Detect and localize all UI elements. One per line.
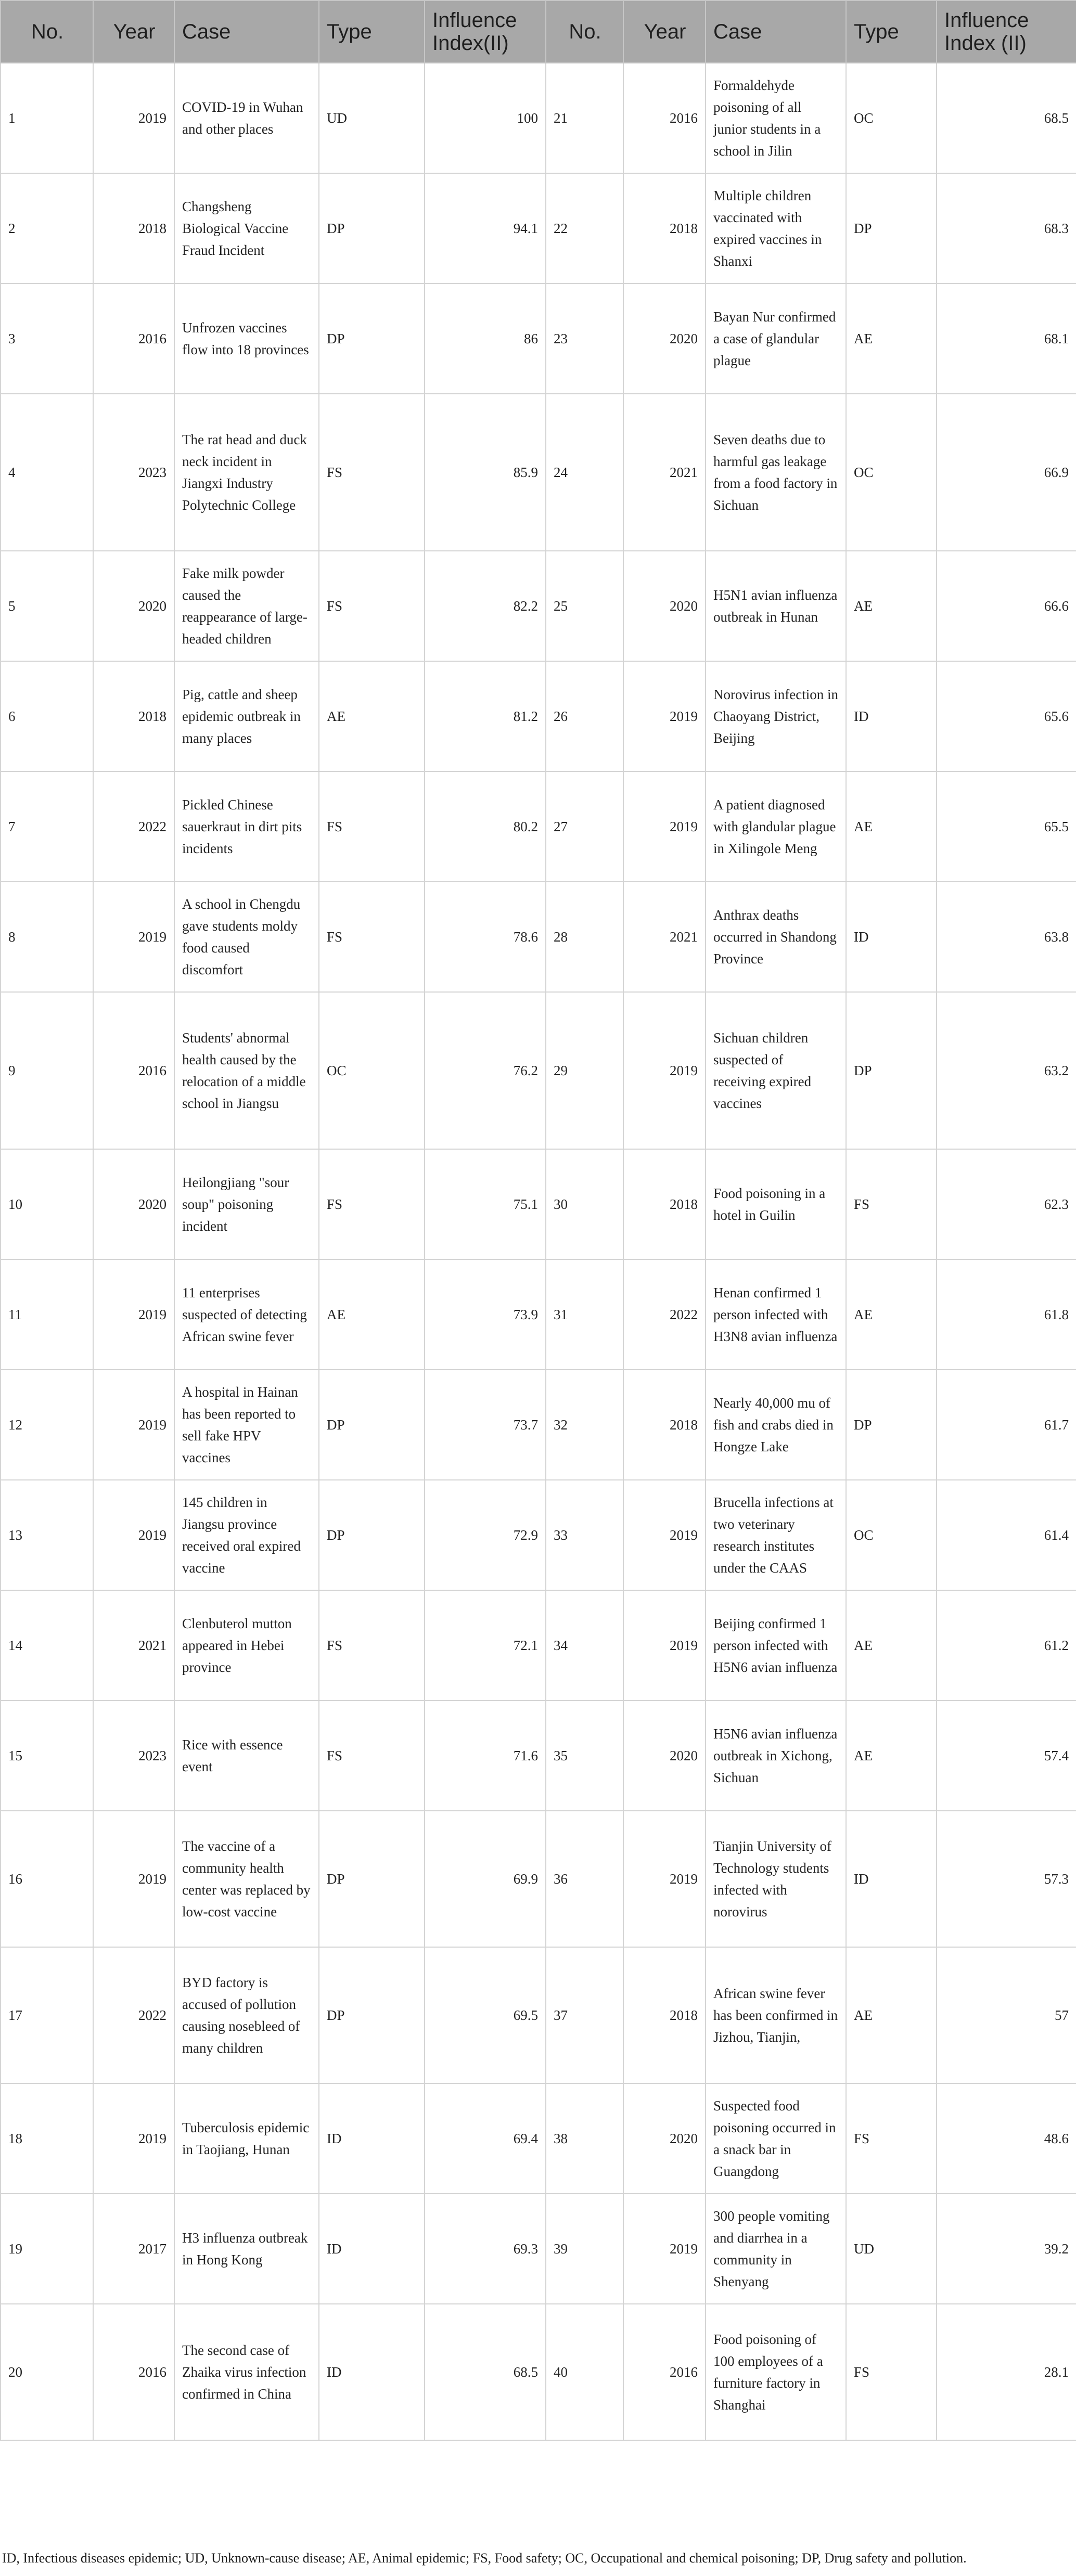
cell-year: 2018 (93, 661, 174, 771)
table-row (1, 63, 1076, 173)
cell-type: ID (319, 2083, 425, 2194)
cell-influence-index-2: 65.6 (937, 661, 1076, 771)
table-row (1, 1701, 1076, 1811)
table-row (1, 1811, 1076, 1947)
cell-type-2: DP (846, 992, 937, 1149)
cell-year: 2016 (93, 992, 174, 1149)
cell-influence-index-2: 57.3 (937, 1811, 1076, 1947)
cell-year-2: 2020 (623, 2083, 706, 2194)
cell-influence-index-2: 57 (937, 1947, 1076, 2083)
cell-type: DP (319, 1370, 425, 1480)
cell-no-2: 22 (546, 173, 623, 284)
cell-case: H3 influenza outbreak in Hong Kong (174, 2194, 319, 2304)
cell-influence-index-2: 66.9 (937, 394, 1076, 551)
cell-influence-index-2: 61.4 (937, 1480, 1076, 1590)
cell-case-2: Multiple children vaccinated with expired vaccines in Shanxi (706, 173, 846, 284)
cell-case-2: African swine fever has been confirmed in Jizhou, Tianjin, (706, 1947, 846, 2083)
cell-case-2: Bayan Nur confirmed a case of glandular plague (706, 284, 846, 394)
cell-no: 7 (1, 771, 93, 882)
cell-no-2: 23 (546, 284, 623, 394)
cell-year-2: 2022 (623, 1259, 706, 1370)
cell-type: AE (319, 661, 425, 771)
cell-case: 11 enterprises suspected of detecting African swine fever (174, 1259, 319, 1370)
cell-year-2: 2018 (623, 1947, 706, 2083)
cell-year-2: 2018 (623, 173, 706, 284)
cell-year: 2022 (93, 1947, 174, 2083)
cell-type-2: UD (846, 2194, 937, 2304)
cell-case-2: Norovirus infection in Chaoyang District, Beijing (706, 661, 846, 771)
cell-type-2: AE (846, 551, 937, 661)
cell-case: The vaccine of a community health center was replaced by low-cost vaccine (174, 1811, 319, 1947)
cell-influence-index-2: 68.1 (937, 284, 1076, 394)
cell-case: A hospital in Hainan has been reported to sell fake HPV vaccines (174, 1370, 319, 1480)
cell-influence-index-2: 61.8 (937, 1259, 1076, 1370)
header-influence-index: Influence Index(II) (425, 1, 546, 63)
table-row (1, 1480, 1076, 1590)
table-row (1, 1947, 1076, 2083)
cell-year: 2019 (93, 1811, 174, 1947)
cell-influence-index: 69.9 (425, 1811, 546, 1947)
cell-no: 16 (1, 1811, 93, 1947)
cell-case: BYD factory is accused of pollution causing nosebleed of many children (174, 1947, 319, 2083)
cell-case: Heilongjiang "sour soup" poisoning incident (174, 1149, 319, 1259)
cell-year: 2016 (93, 2304, 174, 2440)
cell-no: 5 (1, 551, 93, 661)
header-influence-index-2: Influence Index (II) (937, 1, 1076, 63)
cell-influence-index: 80.2 (425, 771, 546, 882)
cell-type: OC (319, 992, 425, 1149)
cell-type: FS (319, 394, 425, 551)
table-row (1, 882, 1076, 992)
cell-no: 20 (1, 2304, 93, 2440)
cell-case: Students' abnormal health caused by the relocation of a middle school in Jiangsu (174, 992, 319, 1149)
cell-type: ID (319, 2304, 425, 2440)
cell-case-2: 300 people vomiting and diarrhea in a community in Shenyang (706, 2194, 846, 2304)
table-row (1, 771, 1076, 882)
cell-type-2: OC (846, 63, 937, 173)
cell-year: 2022 (93, 771, 174, 882)
cell-year: 2017 (93, 2194, 174, 2304)
cell-case: Unfrozen vaccines flow into 18 provinces (174, 284, 319, 394)
header-case: Case (174, 1, 319, 63)
cell-influence-index: 94.1 (425, 173, 546, 284)
table-row (1, 394, 1076, 551)
cell-influence-index-2: 63.2 (937, 992, 1076, 1149)
cell-influence-index-2: 68.5 (937, 63, 1076, 173)
cell-influence-index: 72.1 (425, 1590, 546, 1701)
header-year-2: Year (623, 1, 706, 63)
cell-no: 19 (1, 2194, 93, 2304)
cell-type-2: ID (846, 882, 937, 992)
table-row (1, 1590, 1076, 1701)
cell-influence-index: 86 (425, 284, 546, 394)
cell-year-2: 2019 (623, 1590, 706, 1701)
cell-type: DP (319, 1811, 425, 1947)
table-body (1, 63, 1076, 2440)
cell-type: DP (319, 1480, 425, 1590)
cell-no: 4 (1, 394, 93, 551)
cell-type: DP (319, 173, 425, 284)
table-row (1, 1370, 1076, 1480)
cell-influence-index-2: 39.2 (937, 2194, 1076, 2304)
cell-type: FS (319, 882, 425, 992)
cell-year-2: 2019 (623, 992, 706, 1149)
header-no-2: No. (546, 1, 623, 63)
cell-influence-index: 78.6 (425, 882, 546, 992)
cell-year: 2019 (93, 63, 174, 173)
cell-case: Pig, cattle and sheep epidemic outbreak in many places (174, 661, 319, 771)
cell-influence-index: 82.2 (425, 551, 546, 661)
cell-no-2: 24 (546, 394, 623, 551)
cell-year-2: 2016 (623, 2304, 706, 2440)
cell-influence-index-2: 63.8 (937, 882, 1076, 992)
cell-influence-index: 85.9 (425, 394, 546, 551)
table-row (1, 551, 1076, 661)
cell-no: 9 (1, 992, 93, 1149)
table-row (1, 2194, 1076, 2304)
cell-no-2: 30 (546, 1149, 623, 1259)
cell-influence-index: 76.2 (425, 992, 546, 1149)
cell-year-2: 2019 (623, 771, 706, 882)
cell-influence-index: 81.2 (425, 661, 546, 771)
cell-no: 12 (1, 1370, 93, 1480)
cell-type-2: OC (846, 1480, 937, 1590)
cell-year: 2019 (93, 1480, 174, 1590)
cell-no-2: 36 (546, 1811, 623, 1947)
cell-case-2: Anthrax deaths occurred in Shandong Province (706, 882, 846, 992)
cell-type-2: ID (846, 1811, 937, 1947)
cell-influence-index-2: 68.3 (937, 173, 1076, 284)
cell-influence-index: 73.7 (425, 1370, 546, 1480)
header-case-2: Case (706, 1, 846, 63)
cell-case-2: Brucella infections at two veterinary research institutes under the CAAS (706, 1480, 846, 1590)
cell-year: 2018 (93, 173, 174, 284)
cell-case: A school in Chengdu gave students moldy food caused discomfort (174, 882, 319, 992)
cell-year: 2023 (93, 394, 174, 551)
cell-no-2: 38 (546, 2083, 623, 2194)
header-type-2: Type (846, 1, 937, 63)
cell-no-2: 27 (546, 771, 623, 882)
cell-no-2: 33 (546, 1480, 623, 1590)
header-type: Type (319, 1, 425, 63)
cell-case-2: H5N6 avian influenza outbreak in Xichong, Sichuan (706, 1701, 846, 1811)
cell-no: 14 (1, 1590, 93, 1701)
cell-no: 1 (1, 63, 93, 173)
cell-year-2: 2019 (623, 661, 706, 771)
cell-type-2: OC (846, 394, 937, 551)
cell-type-2: ID (846, 661, 937, 771)
table-footnote: ID, Infectious diseases epidemic; UD, Unknown-cause disease; AE, Animal epidemic; FS, Food safety; OC, Occupational and chemical poisoning; DP, Drug safety and pollution. (2, 2551, 967, 2566)
cell-no: 10 (1, 1149, 93, 1259)
cell-case-2: Seven deaths due to harmful gas leakage from a food factory in Sichuan (706, 394, 846, 551)
cell-no: 2 (1, 173, 93, 284)
cell-no-2: 26 (546, 661, 623, 771)
cell-case: Changsheng Biological Vaccine Fraud Incident (174, 173, 319, 284)
header-row (1, 1, 1076, 63)
cell-no: 11 (1, 1259, 93, 1370)
cell-case-2: Beijing confirmed 1 person infected with H5N6 avian influenza (706, 1590, 846, 1701)
cell-year-2: 2018 (623, 1370, 706, 1480)
cell-case-2: Henan confirmed 1 person infected with H3N8 avian influenza (706, 1259, 846, 1370)
cell-case-2: Food poisoning of 100 employees of a furniture factory in Shanghai (706, 2304, 846, 2440)
cell-case-2: H5N1 avian influenza outbreak in Hunan (706, 551, 846, 661)
cell-case-2: Formaldehyde poisoning of all junior students in a school in Jilin (706, 63, 846, 173)
cell-no: 17 (1, 1947, 93, 2083)
cell-type-2: AE (846, 284, 937, 394)
cell-type-2: AE (846, 1947, 937, 2083)
cell-year: 2023 (93, 1701, 174, 1811)
cell-case-2: Tianjin University of Technology students infected with norovirus (706, 1811, 846, 1947)
cell-year: 2019 (93, 1370, 174, 1480)
cell-no-2: 25 (546, 551, 623, 661)
cell-type-2: AE (846, 771, 937, 882)
cell-influence-index: 69.3 (425, 2194, 546, 2304)
cell-no: 3 (1, 284, 93, 394)
table-row (1, 284, 1076, 394)
cell-year-2: 2019 (623, 1811, 706, 1947)
cell-case: 145 children in Jiangsu province received oral expired vaccine (174, 1480, 319, 1590)
cell-no-2: 28 (546, 882, 623, 992)
cell-case: Tuberculosis epidemic in Taojiang, Hunan (174, 2083, 319, 2194)
cell-no: 13 (1, 1480, 93, 1590)
header-no: No. (1, 1, 93, 63)
cell-case: COVID-19 in Wuhan and other places (174, 63, 319, 173)
cell-year: 2020 (93, 1149, 174, 1259)
cell-no: 15 (1, 1701, 93, 1811)
cell-no-2: 35 (546, 1701, 623, 1811)
cell-case: Fake milk powder caused the reappearance of large-headed children (174, 551, 319, 661)
cell-no-2: 37 (546, 1947, 623, 2083)
cell-influence-index: 68.5 (425, 2304, 546, 2440)
cell-no-2: 39 (546, 2194, 623, 2304)
cell-type: DP (319, 284, 425, 394)
table-row (1, 1149, 1076, 1259)
cell-no: 8 (1, 882, 93, 992)
cell-year-2: 2016 (623, 63, 706, 173)
cell-type-2: DP (846, 1370, 937, 1480)
cell-year-2: 2019 (623, 1480, 706, 1590)
table-row (1, 1259, 1076, 1370)
cell-no-2: 31 (546, 1259, 623, 1370)
cell-influence-index-2: 61.2 (937, 1590, 1076, 1701)
cell-case-2: Food poisoning in a hotel in Guilin (706, 1149, 846, 1259)
cell-case: The second case of Zhaika virus infection confirmed in China (174, 2304, 319, 2440)
cell-type-2: FS (846, 2304, 937, 2440)
cell-year-2: 2021 (623, 882, 706, 992)
cell-type: AE (319, 1259, 425, 1370)
cell-type: FS (319, 771, 425, 882)
cell-influence-index-2: 48.6 (937, 2083, 1076, 2194)
cell-no: 18 (1, 2083, 93, 2194)
cell-type: UD (319, 63, 425, 173)
cell-influence-index-2: 65.5 (937, 771, 1076, 882)
cell-case: Clenbuterol mutton appeared in Hebei province (174, 1590, 319, 1701)
cell-influence-index: 69.4 (425, 2083, 546, 2194)
cell-year: 2019 (93, 882, 174, 992)
cell-influence-index-2: 57.4 (937, 1701, 1076, 1811)
cell-influence-index: 73.9 (425, 1259, 546, 1370)
cell-no-2: 21 (546, 63, 623, 173)
cell-no: 6 (1, 661, 93, 771)
cell-no-2: 32 (546, 1370, 623, 1480)
table-row (1, 992, 1076, 1149)
cell-year: 2021 (93, 1590, 174, 1701)
cell-type-2: FS (846, 1149, 937, 1259)
cell-influence-index: 100 (425, 63, 546, 173)
cell-case-2: Nearly 40,000 mu of fish and crabs died in Hongze Lake (706, 1370, 846, 1480)
cell-type-2: AE (846, 1259, 937, 1370)
cell-influence-index: 69.5 (425, 1947, 546, 2083)
cell-type: FS (319, 551, 425, 661)
header-year: Year (93, 1, 174, 63)
table-row (1, 173, 1076, 284)
cell-influence-index: 72.9 (425, 1480, 546, 1590)
cell-year: 2016 (93, 284, 174, 394)
cell-influence-index-2: 61.7 (937, 1370, 1076, 1480)
cell-influence-index-2: 66.6 (937, 551, 1076, 661)
cell-no-2: 29 (546, 992, 623, 1149)
cell-no-2: 34 (546, 1590, 623, 1701)
cell-year-2: 2019 (623, 2194, 706, 2304)
cell-type: FS (319, 1590, 425, 1701)
cell-case-2: A patient diagnosed with glandular plague in Xilingole Meng (706, 771, 846, 882)
cell-type: DP (319, 1947, 425, 2083)
cell-type: FS (319, 1149, 425, 1259)
cell-influence-index-2: 62.3 (937, 1149, 1076, 1259)
table-row (1, 661, 1076, 771)
table-row (1, 2083, 1076, 2194)
cell-year-2: 2020 (623, 1701, 706, 1811)
cell-year: 2019 (93, 1259, 174, 1370)
cell-type-2: AE (846, 1590, 937, 1701)
cell-influence-index: 71.6 (425, 1701, 546, 1811)
table-row (1, 2304, 1076, 2440)
cell-year-2: 2020 (623, 551, 706, 661)
cell-year: 2020 (93, 551, 174, 661)
cell-year-2: 2018 (623, 1149, 706, 1259)
cell-case: Pickled Chinese sauerkraut in dirt pits incidents (174, 771, 319, 882)
cell-type: FS (319, 1701, 425, 1811)
cell-type-2: FS (846, 2083, 937, 2194)
cell-type-2: AE (846, 1701, 937, 1811)
cell-case-2: Sichuan children suspected of receiving expired vaccines (706, 992, 846, 1149)
cell-type: ID (319, 2194, 425, 2304)
cell-year: 2019 (93, 2083, 174, 2194)
cell-year-2: 2020 (623, 284, 706, 394)
cell-type-2: DP (846, 173, 937, 284)
cell-no-2: 40 (546, 2304, 623, 2440)
cell-case-2: Suspected food poisoning occurred in a snack bar in Guangdong (706, 2083, 846, 2194)
cell-year-2: 2021 (623, 394, 706, 551)
cell-case: Rice with essence event (174, 1701, 319, 1811)
cell-influence-index: 75.1 (425, 1149, 546, 1259)
cell-case: The rat head and duck neck incident in Jiangxi Industry Polytechnic College (174, 394, 319, 551)
cell-influence-index-2: 28.1 (937, 2304, 1076, 2440)
